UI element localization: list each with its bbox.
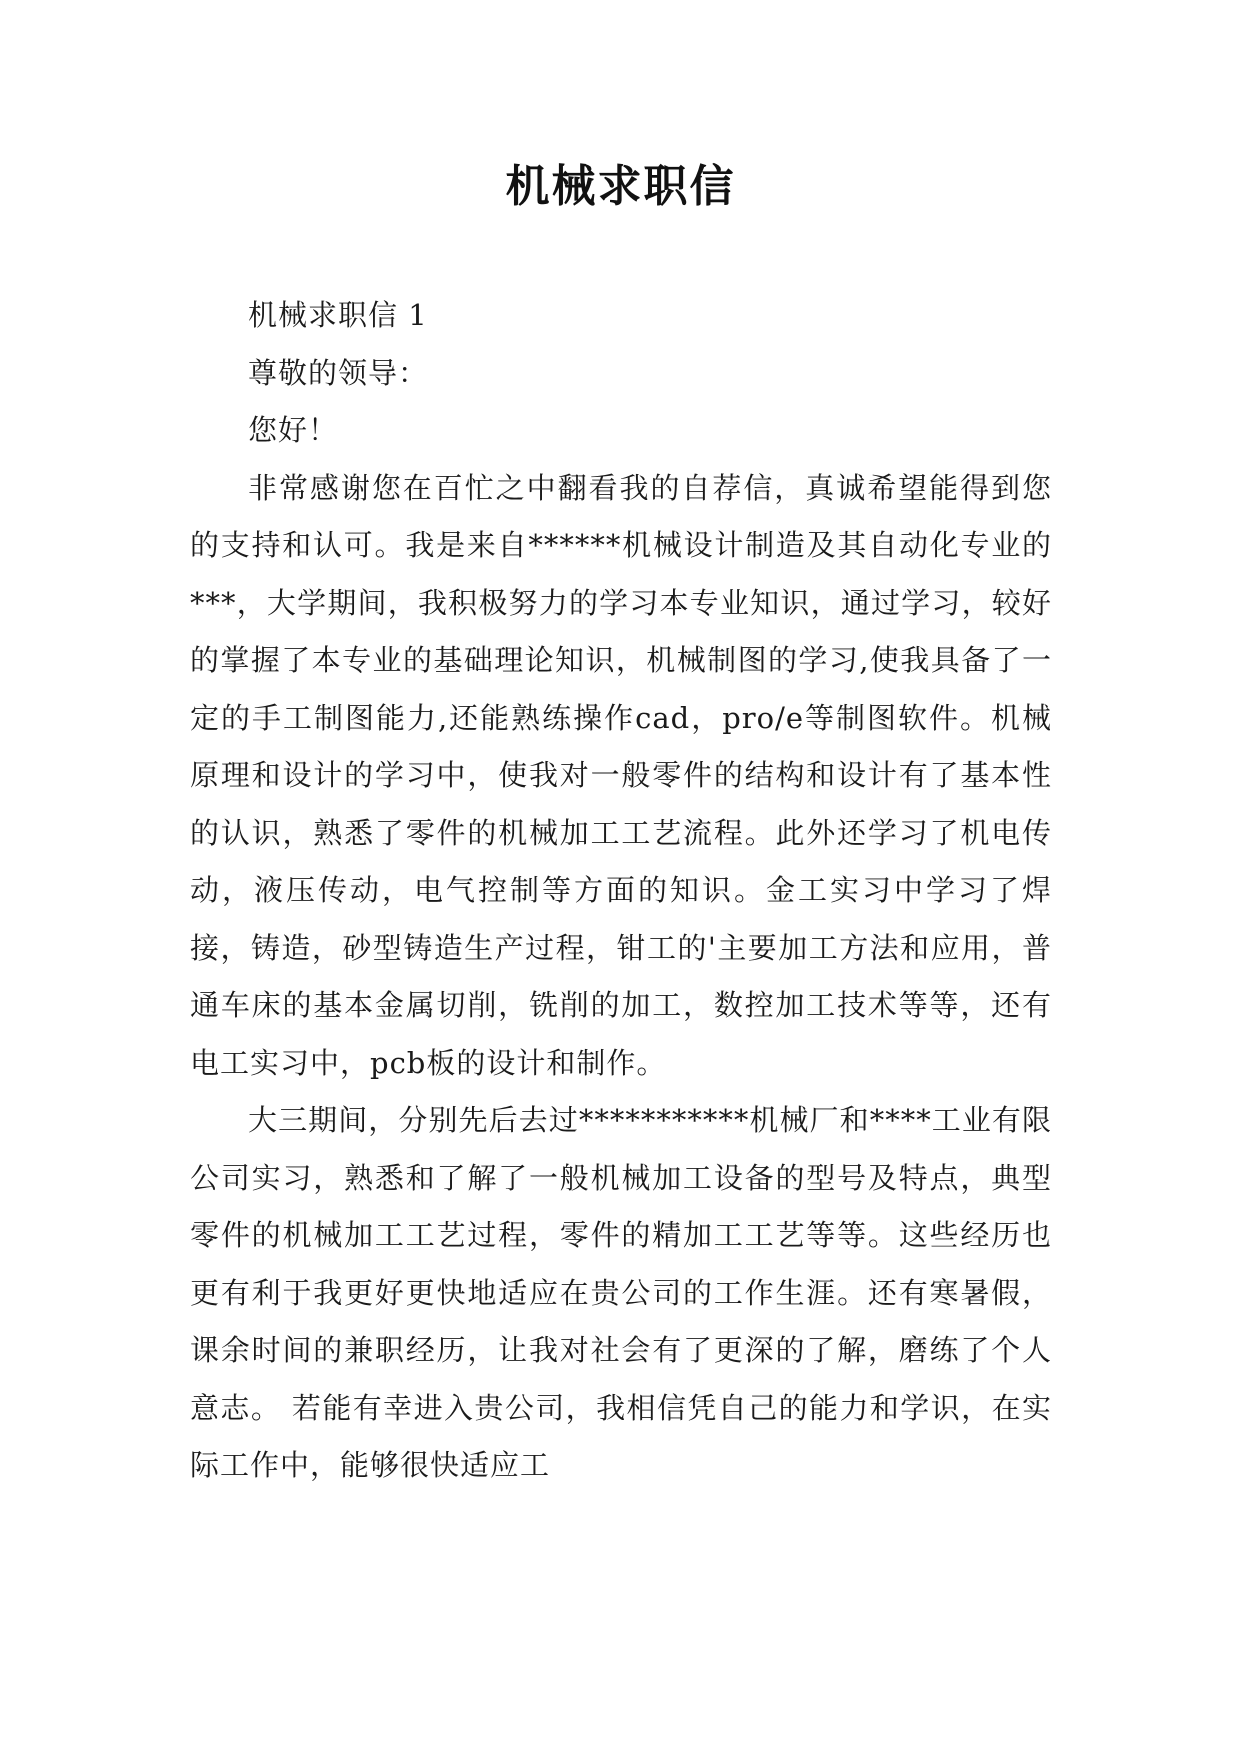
section-heading: 机械求职信 1 [248, 298, 428, 332]
salutation: 尊敬的领导： [248, 355, 429, 390]
body-paragraph: 大三期间，分别先后去过***********机械厂和****工业有限公司实习，熟悉和了解了一般机械加工设备的型号及特点，典型零件的机械加工工艺过程，零件的精加工工艺等等。这些经历也更有利于我更好更快地适应在贵公司的工作生涯。还有寒暑假，课余时间的兼职经历，让我对社会有了更深的了解，磨练了个人意志。 若能有幸进入贵公司，我相信凭自己的能力和学识，在实际工作中，能够很快适应工 [190, 1103, 1052, 1482]
body-paragraph: 非常感谢您在百忙之中翻看我的自荐信，真诚希望能得到您的支持和认可。我是来自******机械设计制造及其自动化专业的***，大学期间，我积极努力的学习本专业知识，通过学习，较好的掌握了本专业的基础理论知识，机械制图的学习,使我具备了一定的手工制图能力,还能熟练操作cad，pro/e等制图软件。机械原理和设计的学习中，使我对一般零件的结构和设计有了基本性的认识，熟悉了零件的机械加工工艺流程。此外还学习了机电传动，液压传动，电气控制等方面的知识。金工实习中学习了焊接，铸造，砂型铸造生产过程，钳工的'主要加工方法和应用，普通车床的基本金属切削，铣削的加工，数控加工技术等等，还有电工实习中，pcb板的设计和制作。 [190, 470, 1052, 1080]
greeting: 您好！ [248, 413, 339, 447]
document-title: 机械求职信 [505, 161, 736, 212]
document-body [190, 287, 1052, 1495]
